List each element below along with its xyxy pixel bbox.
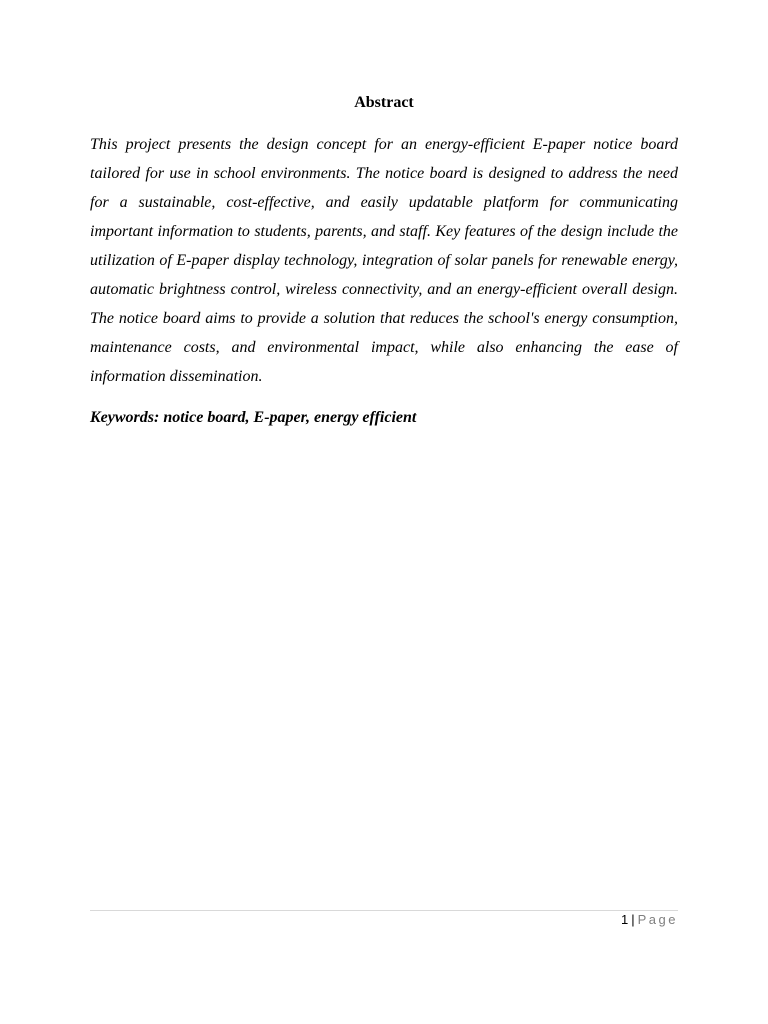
page-label: Page: [637, 912, 678, 927]
footer-separator: |: [631, 912, 635, 927]
abstract-paragraph: This project presents the design concept for an energy-efficient E-paper notice board tailored for use in school environments. The notice board is designed to address the need for a sustainable, cost-effective, and easily updatable platform for communicating important information to students, parents, and staff. Key features of the design include the utilization of E-paper display technology, integration of solar panels for renewable energy, automatic brightness control, wireless connectivity, and an energy-efficient overall design. The notice board aims to provide a solution that reduces the school's energy consumption, maintenance costs, and environmental impact, while also enhancing the ease of information dissemination.: [90, 136, 678, 385]
page-footer: [90, 911, 678, 929]
abstract-heading: Abstract: [354, 94, 414, 111]
keywords-line: Keywords: notice board, E-paper, energy efficient: [90, 409, 417, 426]
page-number: 1: [621, 912, 629, 927]
